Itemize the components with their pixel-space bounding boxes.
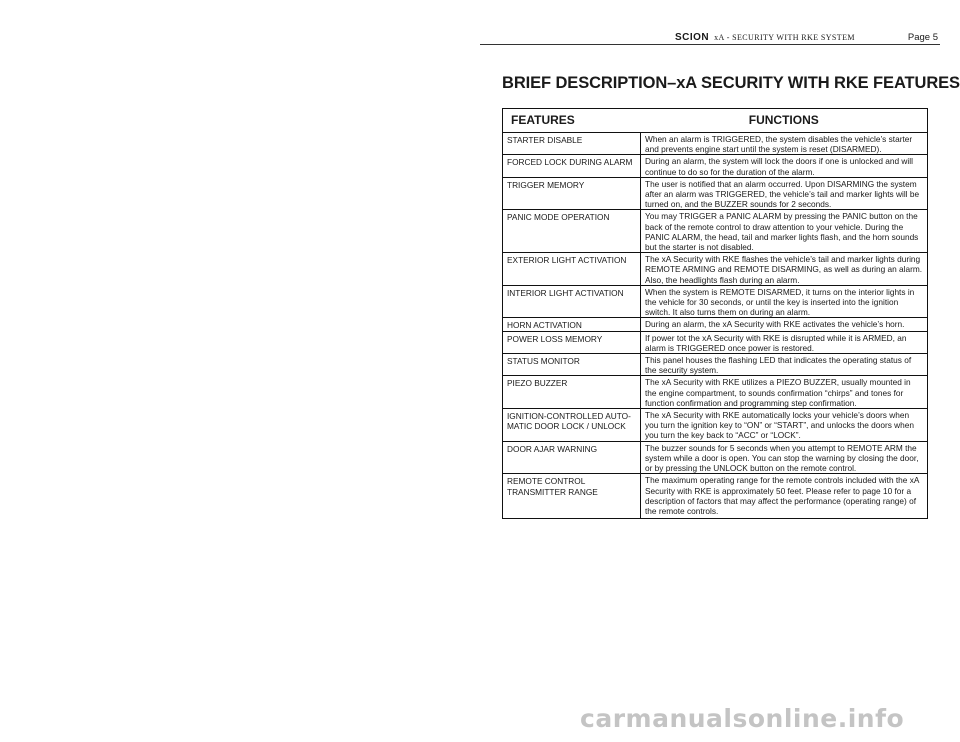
table-row [503,474,928,519]
brand-name: SCION [674,32,710,43]
watermark-text: carmanualsonline.info [580,704,905,733]
table-row [503,409,928,442]
table-row [503,331,928,353]
page-number: Page 5 [907,32,938,43]
function-cell: During an alarm, the xA Security with RKE activates the vehicle’s horn. [641,318,928,331]
function-cell: The buzzer sounds for 5 seconds when you attempt to REMOTE ARM the system while a door is open. You can stop the warning by closing the door, or by pressing the UNLOCK button on the remote control. [641,441,928,474]
header-subtitle: xA - SECURITY WITH RKE SYSTEM [714,33,855,42]
feature-cell: STARTER DISABLE [503,133,641,155]
function-cell: When the system is REMOTE DISARMED, it turns on the interior lights in the vehicle for 30 seconds, or until the key is inserted into the ignition switch. It also turns them on during an alarm. [641,285,928,318]
function-cell: You may TRIGGER a PANIC ALARM by pressing the PANIC button on the back of the remote control to draw attention to your vehicle. During the PANIC ALARM, the head, tail and marker lights flash, and the horn sounds but the starter is not disabled. [641,210,928,253]
header-rule [480,44,940,45]
table-row [503,177,928,210]
table-row [503,354,928,376]
table-row [503,285,928,318]
feature-cell: STATUS MONITOR [503,354,641,376]
page-header [675,32,938,44]
feature-cell: REMOTE CONTROL TRANSMITTER RANGE [503,474,641,519]
function-cell: The xA Security with RKE automatically locks your vehicle’s doors when you turn the ignition key to “ON” or “START”, and unlocks the doors when you turn the key back to “ACC” or “LOCK”. [641,409,928,442]
feature-cell: TRIGGER MEMORY [503,177,641,210]
feature-cell: PIEZO BUZZER [503,376,641,409]
feature-cell: FORCED LOCK DURING ALARM [503,155,641,177]
function-cell: The xA Security with RKE flashes the vehicle’s tail and marker lights during REMOTE ARMING and REMOTE DISARMING, as well as during an alarm. Also, the headlights flash during an alarm. [641,253,928,286]
table-row [503,155,928,177]
feature-cell: INTERIOR LIGHT ACTIVATION [503,285,641,318]
table-row [503,441,928,474]
feature-cell: DOOR AJAR WARNING [503,441,641,474]
features-header: FEATURES [503,109,641,133]
table-row [503,376,928,409]
table-row [503,133,928,155]
table-header-row [503,109,928,133]
table-row [503,210,928,253]
function-cell: During an alarm, the system will lock the doors if one is unlocked and will continue to do so for the duration of the alarm. [641,155,928,177]
features-table [502,108,928,519]
table-row [503,253,928,286]
function-cell: The xA Security with RKE utilizes a PIEZO BUZZER, usually mounted in the engine compartment, to sounds confirmation “chirps” and tones for function confirmation and programming step confirmation. [641,376,928,409]
functions-header: FUNCTIONS [641,109,928,133]
feature-cell: POWER LOSS MEMORY [503,331,641,353]
function-cell: The maximum operating range for the remote controls included with the xA Security with RKE is approximately 50 feet. Please refer to page 10 for a description of factors that may affect the performance (operating range) of the remote controls. [645,475,919,516]
function-cell: This panel houses the flashing LED that indicates the operating status of the security system. [641,354,928,376]
feature-cell: IGNITION-CONTROLLED AUTO-MATIC DOOR LOCK / UNLOCK [503,409,641,442]
function-cell: When an alarm is TRIGGERED, the system disables the vehicle’s starter and prevents engine start until the system is reset (DISARMED). [641,133,928,155]
table-row [503,318,928,331]
feature-cell: PANIC MODE OPERATION [503,210,641,253]
feature-cell: HORN ACTIVATION [503,318,641,331]
feature-cell: EXTERIOR LIGHT ACTIVATION [503,253,641,286]
page-title: BRIEF DESCRIPTION–xA SECURITY WITH RKE FEATURES [502,74,960,92]
function-cell: If power tot the xA Security with RKE is disrupted while it is ARMED, an alarm is TRIGGERED once power is restored. [641,331,928,353]
function-cell: The user is notified that an alarm occurred. Upon DISARMING the system after an alarm was TRIGGERED, the vehicle’s tail and marker lights will be turned on, and the BUZZER sounds for 2 seconds. [641,177,928,210]
